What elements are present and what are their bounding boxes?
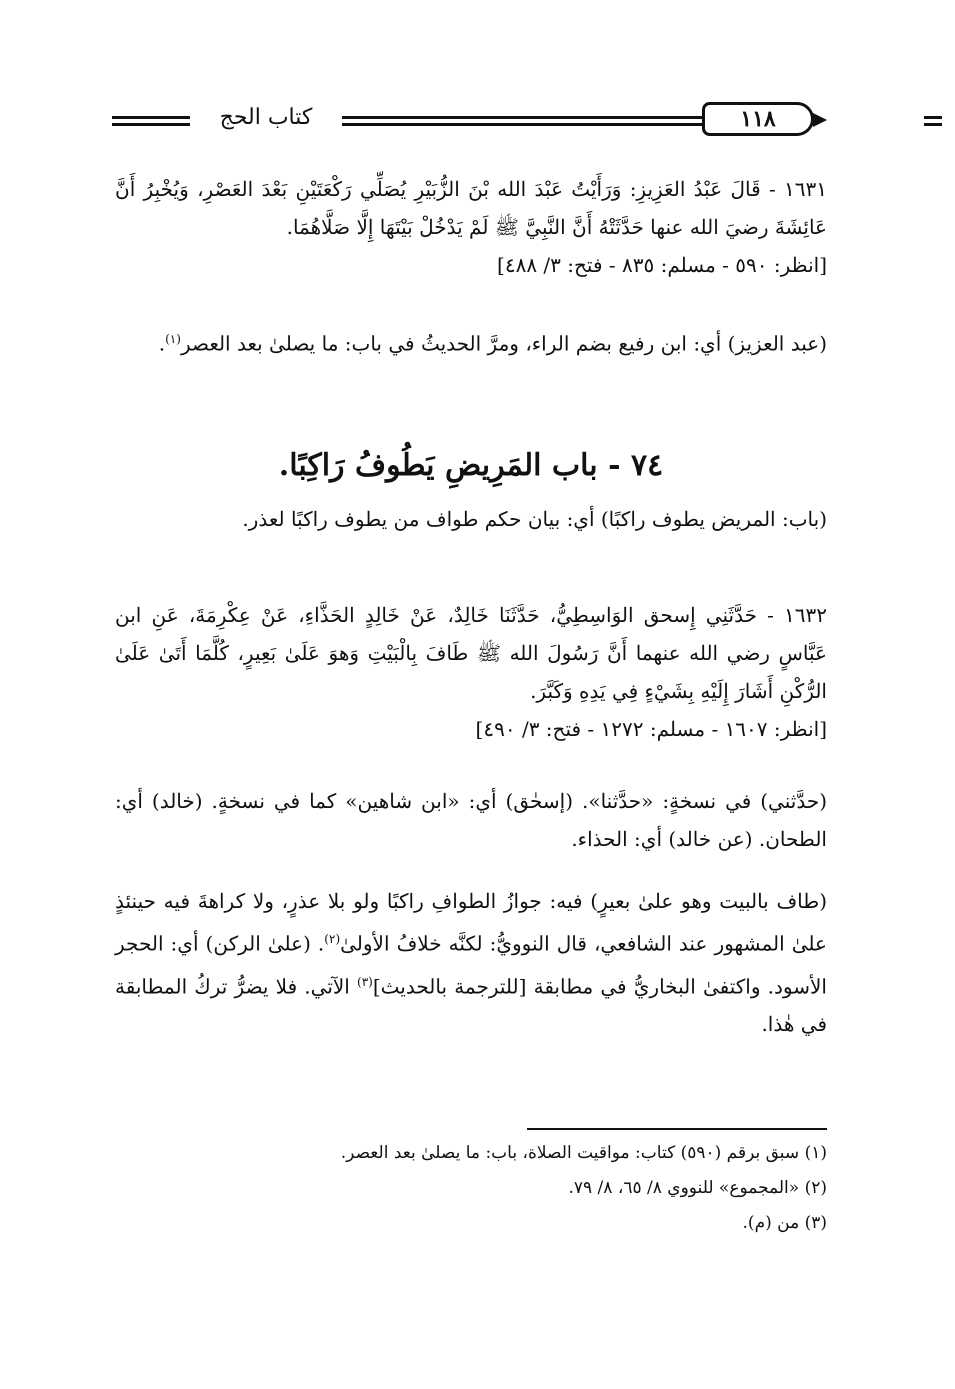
footnote-1: (١) سبق برقم (٥٩٠) كتاب: مواقيت الصلاة، باب: ما يصلىٰ بعد العصر. [340,1143,827,1163]
footnote-ref-1: (١) [165,332,181,346]
footnote-ref-2: (٢) [324,932,341,946]
hadith-1631-refs: [انظر: ٥٩٠ - مسلم: ٨٣٥ - فتح: ٣/ ٤٨٨] [497,253,827,277]
hadith-1631-text: ١٦٣١ - قَالَ عَبْدُ العَزِيزِ: وَرَأَيْتُ عَبْدَ الله بْنَ الزُّبَيْرِ يُصَلِّي رَكْعَتَيْنِ بَعْدَ العَصْرِ، وَيُخْبِرُ أَنَّ عَائِشَةَ رضيَ الله عنها حَدَّثَتْهُ أَنَّ النَّبِيَّ ﷺ لَمْ يَدْخُلْ بَيْتَهَا إِلَّا صَلَّاهُمَا. [115,177,827,239]
chapter-heading: ٧٤ - باب المَرِيضِ يَطُوفُ رَاكِبًا. [278,448,664,483]
commentary-1632-b-part1: (طاف بالبيت وهو علىٰ بعيرٍ) فيه: جوازُ الطوافِ راكبًا ولو بلا عذرٍ، ولا كراهةَ فيه حينئذٍ علىٰ المشهور عند الشافعي، قال النوويُّ: لكنَّه خلافُ الأولىٰ [115,889,827,956]
commentary-1631-paragraph [115,320,827,363]
commentary-1632-a-text: (حدَّثني) في نسخةٍ: «حدَّثنا». (إسحٰق) أي: «ابن شاهين» كما في نسخةٍ. (خالد) أي: الطحان. (عن خالد) أي: الحذاء. [115,789,827,851]
hadith-1631 [115,170,827,284]
commentary-1632-b-part3: الآتي. فلا يضرُّ تركُ المطابقة في هٰذا. [115,974,827,1037]
footnote-2: (٢) «المجموع» للنووي ٨/ ٦٥، ٨/ ٧٩. [568,1178,827,1198]
hadith-1632-refs: [انظر: ١٦٠٧ - مسلم: ١٢٧٢ - فتح: ٣/ ٤٩٠] [475,717,827,741]
header-rule-left [112,116,190,126]
commentary-1632-b-part2: . (علىٰ الركن) أي: الحجر الأسود. واكتفىٰ البخاريُّ في مطابقة [للترجمة بالحديث] [115,931,827,999]
hadith-1632 [115,596,827,748]
chapter-74 [115,444,827,538]
commentary-1631-end: . [158,331,166,356]
commentary-1632-b [115,882,827,1043]
running-header [112,100,822,140]
header-rule-right [924,116,942,126]
page-number: ١١٨ [702,102,814,136]
hadith-1632-text: ١٦٣٢ - حَدَّثَنِي إِسحق الوَاسِطِيُّ، حَدَّثَنَا خَالِدٌ، عَنْ خَالِدٍ الحَذَّاءِ، عَنْ عِكْرِمَةَ، عَنِ ابن عَبَّاسٍ رضي الله عنهما أَنَّ رَسُولَ الله ﷺ طَافَ بِالْبَيْتِ وَهوَ عَلَىٰ بَعِيرٍ، كُلَّمَا أَتَىٰ عَلَىٰ الرُّكْنِ أَشَارَ إِلَيْهِ بِشَيْءٍ فِي يَدِهِ وَكَبَّرَ. [115,603,827,703]
commentary-1631 [115,320,827,363]
commentary-1631-text: (عبد العزيز) أي: ابن رفيع بضم الراء، ومرَّ الحديثُ في باب: ما يصلىٰ بعد العصر [180,331,827,356]
footnote-3: (٣) من (م). [742,1213,827,1233]
footnotes [115,1136,827,1241]
commentary-1632-b-paragraph [115,882,827,1043]
chapter-commentary: (باب: المريض يطوف راكبًا) أي: بيان حكم طواف من يطوف راكبًا لعذر. [242,507,827,531]
footnote-separator [527,1128,827,1130]
header-book-title: كتاب الحج [219,105,313,130]
commentary-1632-a [115,782,827,858]
footnote-ref-3: (٣) [357,974,373,989]
